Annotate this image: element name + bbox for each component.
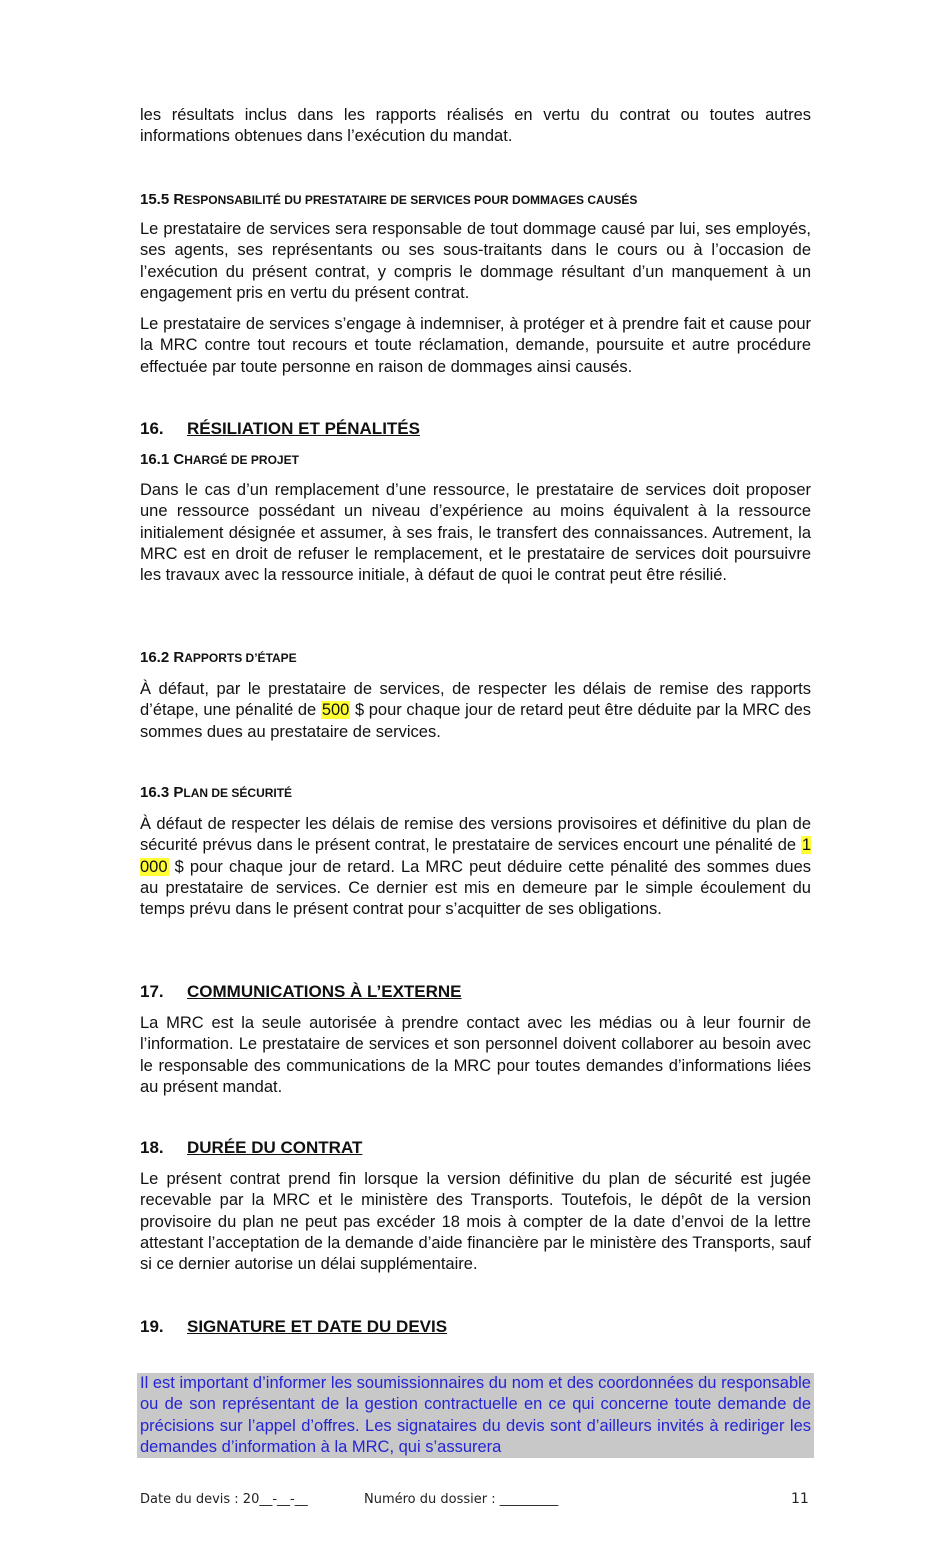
section-17-heading — [140, 981, 811, 1003]
section-16-heading — [140, 418, 811, 440]
paragraph-text — [140, 679, 811, 743]
section-number: 17. — [140, 982, 164, 1001]
subsection-title-initial: R — [173, 649, 185, 666]
intro-text: les résultats inclus dans les rapports réalisés en vertu du contrat ou toutes autres informations obtenues dans l’exécution du mandat. — [140, 106, 811, 146]
text-after: $ pour chaque jour de retard peut être déduite par la MRC des sommes dues au prestataire de services. — [140, 701, 811, 741]
subsection-number: 16.3 — [140, 784, 170, 801]
subsection-title-rest: HARGÉ DE PROJET — [184, 453, 299, 467]
subsection-title-initial: C — [173, 451, 185, 468]
section-18-p1 — [140, 1169, 811, 1275]
subsection-title-rest: APPORTS D’ÉTAPE — [184, 651, 297, 665]
section-title: SIGNATURE ET DATE DU DEVIS — [187, 1317, 448, 1336]
section-number: 16. — [140, 419, 164, 438]
footer-dossier: Numéro du dossier : _________ — [364, 1492, 559, 1507]
section-number: 18. — [140, 1138, 164, 1157]
paragraph-text — [140, 814, 811, 920]
section-title: RÉSILIATION ET PÉNALITÉS — [187, 419, 420, 438]
section-17-p1 — [140, 1013, 811, 1098]
subsection-title-rest: LAN DE SÉCURITÉ — [183, 786, 293, 800]
section-19-heading — [140, 1316, 811, 1338]
subsection-16-1-p1 — [140, 480, 811, 586]
instruction-note: Il est important d’informer les soumissionnaires du nom et des coordonnées du responsable ou de son représentant de la gestion contractuelle en ce qui concerne toute demande de précisions sur l’appel d’offres. Les signataires du devis sont d’ailleurs invités à rediriger les demandes d’information à la MRC, qui s’assurera — [137, 1373, 814, 1458]
text-after: $ pour chaque jour de retard. La MRC peut déduire cette pénalité des sommes dues au prestataire de services. Ce dernier est mis en demeure par le simple écoulement du temps prévu dans le présent contrat pour s’acquitter de ses obligations. — [140, 857, 811, 919]
footer-date: Date du devis : 20__-__-__ — [140, 1492, 308, 1507]
subsection-15-5-p1 — [140, 219, 811, 304]
text-before: À défaut, par le prestataire de services, de respecter les délais de remise des rapports d’étape, une pénalité de — [140, 680, 811, 720]
subsection-16-2-p1 — [140, 679, 811, 743]
subsection-16-2-heading — [140, 648, 811, 668]
subsection-15-5-heading — [140, 190, 811, 210]
subsection-16-3-heading — [140, 783, 811, 803]
section-title: DURÉE DU CONTRAT — [187, 1138, 363, 1157]
subsection-title-rest: ESPONSABILITÉ DU PRESTATAIRE DE SERVICES POUR DOMMAGES CAUSÉS — [184, 193, 638, 207]
highlighted-amount: 500 — [321, 701, 350, 720]
section-title: COMMUNICATIONS À L’EXTERNE — [187, 982, 462, 1001]
text-before: À défaut de respecter les délais de remise des versions provisoires et définitive du plan de sécurité prévus dans le présent contrat, le prestataire de services encourt une pénalité de — [140, 815, 811, 855]
intro-paragraph — [140, 105, 811, 148]
section-19-note — [137, 1373, 814, 1458]
paragraph-text: Le prestataire de services s’engage à indemniser, à protéger et à prendre fait et cause pour la MRC contre tout recours et toute réclamation, demande, poursuite et autre procédure effectuée par toute personne en raison de dommages ainsi causés. — [140, 315, 811, 376]
page-number: 11 — [791, 1491, 809, 1507]
paragraph-text: La MRC est la seule autorisée à prendre contact avec les médias ou à leur fournir de l’information. Le prestataire de services et son personnel doivent collaborer au besoin avec le responsable des communications de la MRC pour toutes demandes d’informations liées au présent mandat. — [140, 1014, 811, 1096]
paragraph-text: Le prestataire de services sera responsable de tout dommage causé par lui, ses employés, ses agents, ses représentants ou ses sous-traitants dans le cours ou à l’occasion de l’exécution du présent contrat, y compris le dommage résultant d’un manquement à un engagement pris en vertu du présent contrat. — [140, 220, 811, 302]
subsection-number: 15.5 — [140, 191, 170, 208]
paragraph-text: Le présent contrat prend fin lorsque la version définitive du plan de sécurité est jugée recevable par la MRC et le ministère des Transports. Toutefois, le dépôt de la version provisoire du plan ne peut pas excéder 18 mois à compter de la date d’envoi de la lettre attestant l’acceptation de la demande d’aide financière par le ministère des Transports, sauf si ce dernier autorise un délai supplémentaire. — [140, 1170, 811, 1274]
subsection-16-3-p1 — [140, 814, 811, 920]
section-18-heading — [140, 1137, 811, 1159]
highlighted-amount: 1 000 — [140, 836, 811, 876]
subsection-16-1-heading — [140, 450, 811, 470]
subsection-title-initial: R — [173, 191, 185, 208]
paragraph-text: Dans le cas d’un remplacement d’une ressource, le prestataire de services doit proposer une ressource possédant un niveau d’expérience au moins équivalent à la ressource initialement désignée et assumer, à ses frais, le transfert des connaissances. Autrement, la MRC est en droit de refuser le remplacement, et le prestataire de services doit poursuivre les travaux avec la ressource initiale, à défaut de quoi le contrat peut être résilié. — [140, 481, 811, 585]
subsection-15-5-p2 — [140, 314, 811, 378]
subsection-number: 16.2 — [140, 649, 170, 666]
subsection-title-initial: P — [173, 784, 184, 801]
section-number: 19. — [140, 1317, 164, 1336]
subsection-number: 16.1 — [140, 451, 170, 468]
